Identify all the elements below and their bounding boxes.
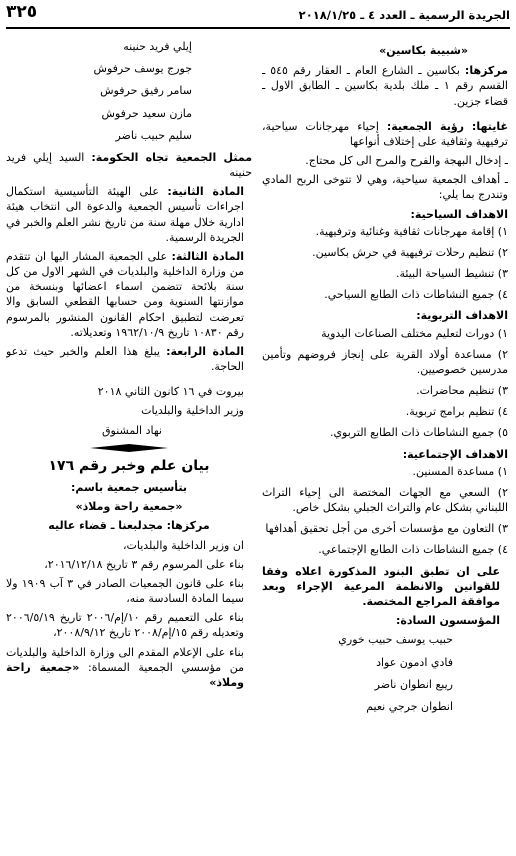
education-item: ٣) تنظيم محاضرات. (416, 384, 508, 398)
founder-name: حبيب يوسف حبيب خوري (338, 633, 453, 647)
social-item: ١) مساعدة المسنين. (412, 464, 508, 478)
founder-name: جورج يوسف حرفوش (93, 62, 192, 76)
notice-paragraph: بناء على التعميم رقم ١٠/إم/٢٠٠٦ تاريخ ٢٠٠٦/٥/١٩ وتعديله رقم ١٥/إم/٢٠٠٨ تاريخ ٢٠٠٨/٩/١٢، (6, 611, 244, 640)
social-item: ٤) جميع النشاطات ذات الطابع الإجتماعي. (318, 543, 508, 557)
article-4-text: يبلغ هذا العلم والخبر حيث تدعو الحاجة. (6, 344, 244, 374)
hq-text: بكاسين ـ الشارع العام ـ العقار رقم ٥٤٥ ـ القسم رقم ١ ـ ملك بلدية بكاسين ـ الطابق الاول ـ قضاء جزين. (262, 64, 508, 108)
notice-title: بيان علم وخبر رقم ١٧٦ (48, 457, 210, 474)
notice-last-paragraph (6, 645, 252, 691)
founders-label: المؤسسون السادة: (395, 614, 500, 628)
article-4 (6, 344, 252, 374)
education-heading: الاهداف التربوية: (416, 309, 508, 323)
notice-subtitle: بتأسيس جمعية باسم: (70, 481, 188, 495)
notice-paragraph: بناء على المرسوم رقم ٣ تاريخ ٢٠١٦/١٢/١٨، (44, 557, 244, 571)
education-item: ٢) مساعدة أولاد القرية على إنجاز فروضهم وتأمين مدرسين خصوصيين. (262, 347, 508, 376)
founder-name: انطوان جرجي نعيم (366, 699, 453, 713)
education-item: ١) دورات لتعليم مختلف الصناعات اليدوية (321, 326, 508, 340)
education-item: ٥) جميع النشاطات ذات الطابع التربوي. (329, 426, 508, 440)
signature-date: بيروت في ١٦ كانون الثاني ٢٠١٨ (97, 385, 244, 399)
founder-name: ريبع انطوان ناضر (374, 677, 453, 691)
social-item: ٣) التعاون مع مؤسسات أخرى من أجل تحقيق أهدافها (265, 522, 508, 536)
social-item: ٢) السعي مع الجهات المختصة الى إحياء التراث اللبناني بشكل عام والتراث الجبلي بشكل خاص. (262, 485, 508, 515)
journal-title: الجريدة الرسمية ـ العدد ٤ ـ ٢٠١٨/١/٢٥ (298, 8, 510, 23)
goal-item: ـ إدخال البهجة والفرح والمرح الى كل محتاج. (305, 154, 508, 168)
article-2 (6, 184, 252, 245)
tourism-heading: الاهداف السياحية: (410, 207, 508, 221)
founders-list (262, 632, 508, 714)
minister-name: نهاد المشنوق (102, 423, 162, 437)
article-3-text: على الجمعية المشار اليها ان تتقدم من وزارة الداخلية والبلديات في الشهر الاول من كل سنة بلائحة تتضمن اسماء اعضائها وبنسخة من موازنتها السنوية ومن حسابها القطعي السابق والا تعرضت لتطبيق احكام القانون المنشور بالمرسوم رقم ١٠٨٣٠ تاريخ ١٩٦٢/١٠/٩ وتعديلاته. (6, 249, 244, 339)
article-3 (6, 249, 252, 340)
founders-list-continued (6, 39, 252, 143)
page-number: ٣٢٥ (6, 1, 38, 22)
founder-name: سامر رفيق حرفوش (100, 84, 192, 98)
compliance-paragraph: على ان تطبق البنود المذكورة اعلاه وفقا للقوانين والانظمة المرعية الإجراء وبعد موافقة المراجع المختصة. (262, 564, 500, 608)
notice-paragraph: بناء على قانون الجمعيات الصادر في ٣ آب ١٩٠٩ ولا سيما المادة السادسة منه، (6, 576, 244, 606)
minister-title: وزير الداخلية والبلديات (141, 404, 244, 418)
notice-last-text: بناء على الإعلام المقدم الى وزارة الداخلية والبلديات من مؤسسي الجمعية المسماة: (6, 645, 245, 674)
right-column (262, 33, 508, 853)
founder-name: فادي ادمون عواد (376, 655, 453, 669)
representative-paragraph (6, 150, 252, 180)
social-heading: الاهداف الإجتماعية: (402, 447, 508, 461)
header-rule (6, 27, 510, 29)
left-column (6, 33, 252, 853)
notice-hq: مركزها: مجدلبعنا ـ قضاء عاليه (48, 519, 210, 533)
founder-name: سليم حبيب ناضر (115, 128, 192, 142)
section-separator (6, 444, 252, 452)
article-2-text: على الهيئة التأسيسية استكمال اجراءات تأسيس الجمعية والدعوة الى انتخاب هيئة ادارية خلال مهلة سنة من تاريخ نشر العلم والخبر في الجريدة الرسمية. (6, 185, 244, 244)
hq-label: مركزها: (464, 64, 508, 78)
education-item: ٤) تنظيم برامج تربوية. (405, 405, 508, 419)
article-4-label: المادة الرابعة: (166, 344, 244, 358)
article-2-label: المادة الثانية: (167, 185, 244, 199)
tourism-item: ٤) جميع النشاطات ذات الطابع السياحي. (324, 288, 508, 302)
tourism-item: ٣) تنشيط السياحة البيئة. (395, 267, 508, 281)
notice-last-name: «جمعية راحة وملاذ» (6, 660, 244, 689)
goal-item: ـ أهداف الجمعية سياحية، وهي لا تتوخى الربح المادي وتندرج بما يلي: (262, 173, 508, 202)
goal-text: إحياء مهرجانات سياحية، ترفيهية وثقافية على إختلاف أنواعها (262, 119, 508, 148)
goal-label: غايتها: (471, 119, 508, 133)
goal-paragraph (262, 119, 508, 149)
page-header (6, 1, 510, 24)
founder-name: إيلي فريد حنينه (123, 40, 192, 53)
tourism-item: ٢) تنظيم رحلات ترفيهية في حرش بكاسين. (312, 245, 508, 259)
tourism-item: ١) إقامة مهرجانات ثقافية وغنائية وترفيهية. (315, 224, 508, 238)
hq-paragraph (262, 63, 508, 109)
notice-association: «جمعية راحة وملاذ» (75, 500, 183, 514)
notice-paragraph: ان وزير الداخلية والبلديات، (122, 538, 244, 552)
representative-label: ممثل الجمعية تجاه الحكومة: (91, 150, 252, 164)
founder-name: مازن سعيد حرفوش (101, 106, 192, 120)
article-3-label: المادة الثالثة: (171, 249, 244, 263)
goal-vision-label: رؤية الجمعية: (386, 119, 465, 133)
representative-name: السيد إيلي فريد حنينه (6, 150, 252, 180)
association-title: «شبيبة بكاسين» (379, 44, 468, 57)
separator-ornament (90, 444, 168, 452)
